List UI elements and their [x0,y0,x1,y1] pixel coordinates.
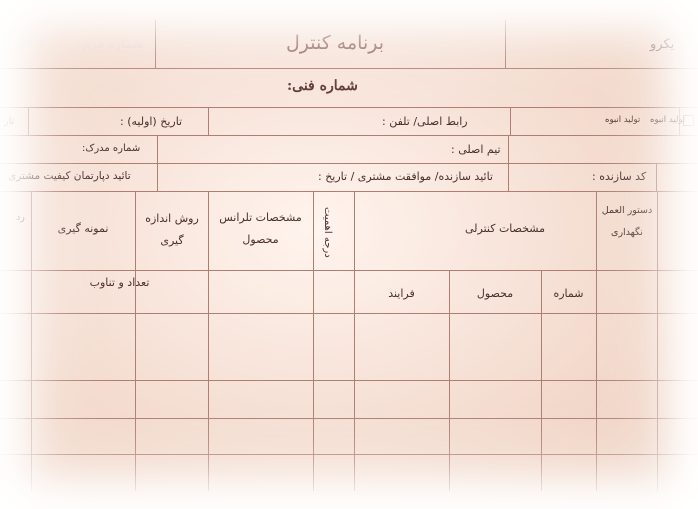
date-initial-label: تاریخ (اولیه) : [120,115,183,128]
tech-number-label: شماره فنی: [287,78,358,94]
main-team-label: تیم اصلی : [451,143,501,156]
main-contact-label: رابط اصلی/ تلفن : [382,115,468,128]
product-subheader: محصول [476,287,514,300]
production-label: تولید انبوه [605,115,641,125]
control-specs-header: مشخصات کنترلی [464,222,545,235]
tolerance-header: مشخصات تلرانس محصول [219,211,302,246]
importance-header: درجه اهمیت [322,206,333,258]
count-freq-subheader: تعداد و تناوب [89,276,150,289]
sampling-header: نمونه گیری [57,222,109,235]
supplier-approval-label: تائید سازنده/ موافقت مشتری / تاریخ : [318,170,493,183]
process-subheader: فرایند [388,287,415,300]
work-instruction-header: دستور العمل نگهداری [601,205,653,238]
form-code: ER04-F [0,36,48,50]
header-cut-label: رد [16,212,25,223]
number-subheader: شماره [553,287,584,300]
measure-method-header: روش اندازه گیری [145,212,199,247]
form-number-label: شماره فرم: [78,38,144,51]
document-number-label: شماره مدرک: [82,143,141,154]
supplier-code-label: کد سازنده : [592,170,647,183]
header-right-cut: یکرو [650,37,675,52]
page-title: برنامه کنترل [285,32,385,54]
date-cut-label: تار [4,116,15,127]
production-label-right: توليد انبوه [650,115,686,125]
quality-approval-label: تائید دپارتمان کیفیت مشتری [8,170,131,182]
